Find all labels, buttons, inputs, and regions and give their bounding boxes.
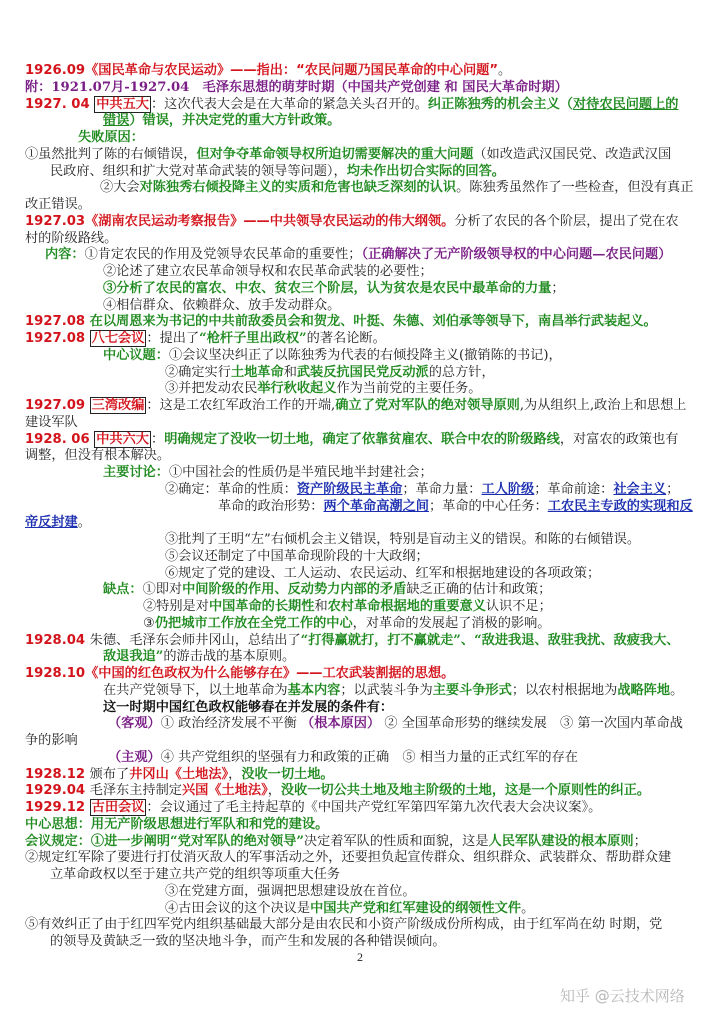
text-segment: ，对革命的发展起了消极的影响。 bbox=[352, 615, 551, 631]
text-line bbox=[0, 934, 720, 951]
text-segment: ； bbox=[633, 833, 647, 849]
text-line bbox=[0, 666, 720, 683]
watermark: 知乎 @云技术网络 bbox=[560, 987, 685, 1005]
text-segment: 的著名论断。 bbox=[306, 331, 386, 346]
text-segment: 确立了党对军队的绝对领导原则 bbox=[335, 398, 520, 413]
text-segment: 对陈独秀右倾投降主义的实质和危害也缺乏深刻的认识 bbox=[139, 180, 457, 196]
text-segment: 1927.03《湖南农民运动考察报告》——中共领导农民运动的伟大纲领。 bbox=[25, 213, 455, 229]
text-segment: 缺点： bbox=[103, 582, 143, 598]
text-line bbox=[0, 482, 720, 499]
text-line bbox=[0, 582, 720, 599]
text-segment: ，对富农的政策也有 bbox=[559, 431, 679, 447]
text-segment: 分析了农民的各个阶层，提出了党在农 bbox=[454, 213, 679, 229]
text-segment: ③在党建方面，强调把思想建设放在首位。 bbox=[165, 883, 416, 899]
text-segment: 缺乏正确的估计和政策； bbox=[406, 582, 552, 598]
text-line bbox=[0, 917, 720, 934]
text-segment: ②论述了建立农民革命领导权和农民革命武装的必要性； bbox=[103, 264, 433, 279]
text-segment: 农村革命根据地的重要意义 bbox=[327, 599, 486, 614]
text-segment: 颁布了 bbox=[89, 766, 130, 782]
text-segment: 举行秋收起义 bbox=[257, 381, 337, 397]
text-segment: 均未作出切合实际的回答。 bbox=[346, 163, 505, 179]
text-segment: ①中国社会的性质仍是半殖民地半封建社会； bbox=[168, 465, 433, 480]
text-segment: （如改造武汉国民党、改造武汉国 bbox=[473, 146, 672, 162]
text-segment: ）错误，并决定党的重大方针政策。 bbox=[129, 113, 341, 129]
text-line bbox=[0, 465, 720, 482]
text-segment: 村的阶级路线。 bbox=[25, 230, 118, 246]
text-segment: ；以武装斗争为 bbox=[340, 682, 433, 698]
text-segment: （正确解决了无产阶级领导权的中心问题—农民问题） bbox=[361, 247, 672, 263]
text-segment: ：这是工农红军政治工作的开端, bbox=[146, 398, 336, 413]
text-segment: ； bbox=[666, 481, 680, 497]
text-segment: ③分析了农民的富农、中农、贫农三个阶层，认为贫农是农民中最革命的力量 bbox=[103, 280, 552, 296]
text-line bbox=[0, 314, 720, 331]
text-line bbox=[0, 147, 720, 164]
text-line bbox=[0, 700, 720, 717]
text-segment: 1928.10《中国的红色政权为什么能够存在》——工农武装割据的思想。 bbox=[25, 666, 455, 681]
text-segment: ③批判了王明“左”右倾机会主义错误，特别是盲动主义的错误。和陈的右倾错误。 bbox=[165, 532, 641, 547]
text-line bbox=[0, 566, 720, 583]
text-line bbox=[0, 365, 720, 382]
text-segment: 1927.08 bbox=[25, 331, 90, 346]
text-segment: 主要斗争形式 bbox=[432, 682, 512, 698]
boxed-heading: 中共六大 bbox=[96, 431, 149, 447]
text-line bbox=[0, 499, 720, 516]
text-segment: 两个革命高潮之间 bbox=[323, 498, 429, 514]
text-segment: 1929.04 bbox=[25, 783, 90, 799]
text-segment: 武装反抗国民党反动派 bbox=[296, 364, 429, 380]
text-line bbox=[0, 532, 720, 549]
text-segment: “枪杆子里出政权” bbox=[199, 331, 307, 346]
text-line bbox=[0, 113, 720, 130]
text-segment: 错误 bbox=[103, 113, 130, 129]
text-segment: “打得赢就打，打不赢就走”、“敌进我退、敌驻我扰、敌疲我大、 bbox=[300, 632, 680, 648]
text-segment: 在以周恩来为书记的中共前敌委员会和贺龙、叶挺、朱德、刘伯承等领导下，南昌举行武装起义。 bbox=[89, 314, 657, 330]
text-segment: 会议规定：①进一步阐明“党对军队的绝对领导” bbox=[25, 833, 304, 849]
text-segment: 的游击战的基本原则。 bbox=[163, 649, 296, 665]
text-segment: 建设军队 bbox=[25, 414, 78, 430]
text-line bbox=[0, 884, 720, 901]
text-segment: ：这次代表大会是在大革命的紧急关头召开的。 bbox=[151, 96, 428, 112]
text-line bbox=[0, 817, 720, 834]
text-segment: 土地革命 bbox=[230, 364, 284, 380]
text-segment: 工人阶级 bbox=[481, 481, 535, 497]
text-segment: ④相信群众、依赖群众、放手发动群众。 bbox=[103, 297, 341, 313]
text-segment: 1926.09《国民革命与农民运动》——指出：“农民问题乃国民革命的中心问题” bbox=[25, 63, 499, 78]
text-line bbox=[0, 800, 720, 817]
text-segment: 中心思想：用无产阶级思想进行军队和和党的建设。 bbox=[25, 816, 329, 832]
text-line bbox=[0, 264, 720, 281]
text-line bbox=[0, 901, 720, 918]
text-line bbox=[0, 281, 720, 298]
text-line bbox=[0, 180, 720, 197]
text-segment: 和 bbox=[314, 599, 328, 614]
text-segment: （客观） bbox=[108, 716, 161, 732]
text-segment: ② 全国革命形势的继续发展 ③ 第一次国内革命战 bbox=[380, 716, 683, 732]
text-segment: 中心议题： bbox=[103, 347, 169, 363]
text-line bbox=[0, 63, 720, 80]
text-segment: 。 bbox=[521, 900, 535, 916]
text-line bbox=[0, 247, 720, 264]
text-line bbox=[0, 649, 720, 666]
text-segment: 人民军队建设的根本原则 bbox=[488, 833, 634, 849]
text-segment: 主要讨论： bbox=[103, 465, 169, 480]
text-segment: 工农民主专政的实现和反 bbox=[547, 498, 693, 514]
text-line bbox=[0, 80, 720, 97]
text-line bbox=[0, 549, 720, 566]
text-segment: ， bbox=[228, 766, 242, 782]
text-segment: ③并把发动农民 bbox=[165, 381, 258, 397]
text-segment: 在共产党领导下，以土地革命为 bbox=[103, 682, 288, 698]
text-segment: 内容： bbox=[45, 247, 85, 263]
text-segment: ；以农村根据地为 bbox=[511, 682, 618, 698]
text-segment: 。 bbox=[77, 515, 91, 531]
text-segment: 和 bbox=[283, 364, 297, 380]
text-line bbox=[0, 331, 720, 348]
text-segment: 1928.04 bbox=[25, 632, 90, 648]
text-segment: 认识不足； bbox=[485, 599, 552, 614]
text-segment: （主观） bbox=[108, 749, 161, 765]
text-line bbox=[0, 783, 720, 800]
text-segment: 失败原因： bbox=[78, 130, 144, 145]
text-line bbox=[0, 231, 720, 248]
text-line bbox=[0, 733, 720, 750]
text-segment: 井冈山《土地法》 bbox=[129, 766, 229, 782]
text-segment: ②特别是对 bbox=[143, 599, 209, 614]
text-segment: 调整，但没有根本解决。 bbox=[25, 448, 171, 464]
text-segment: 的总方针， bbox=[428, 364, 495, 380]
text-segment: 1929.12 bbox=[25, 800, 90, 815]
text-segment: ,为从组织上,政治上和思想上 bbox=[519, 398, 687, 413]
text-segment: ：会议通过了毛主持起草的《中国共产党红军第四军第九次代表大会决议案》。 bbox=[146, 800, 602, 815]
text-segment: 。陈独秀虽然作了一些检查，但没有真正 bbox=[456, 180, 694, 196]
boxed-heading: 三湾改编 bbox=[91, 398, 145, 413]
text-segment: 中间阶级的作用、反动势力内部的矛盾 bbox=[182, 582, 407, 598]
text-line bbox=[0, 867, 720, 884]
text-segment: 。 bbox=[670, 682, 684, 698]
text-segment: 决定着军队的性质和面貌，这是 bbox=[303, 833, 489, 849]
text-segment: 1928.12 bbox=[25, 766, 90, 782]
text-segment: ， bbox=[267, 783, 281, 799]
text-segment: 中国革命的长期性 bbox=[208, 599, 315, 614]
text-segment: ②规定红军除了要进行打仗消灭敌人的军事活动之外，还要担负起宣传群众、组织群众、武装群众、帮助群众建 bbox=[25, 850, 672, 866]
text-segment: 立革命政权以至于建立共产党的组织等项重大任务 bbox=[50, 867, 341, 882]
text-line bbox=[0, 767, 720, 784]
text-segment: 基本内容 bbox=[287, 682, 341, 698]
text-segment: 这一时期中国红色政权能够春在并发展的条件有： bbox=[103, 699, 394, 715]
text-line bbox=[0, 348, 720, 365]
text-segment: ①肯定农民的作用及党领导农民革命的重要性； bbox=[84, 247, 362, 263]
text-segment: 社会主义 bbox=[613, 481, 667, 497]
text-segment: 朱德、毛泽东会师井冈山，总结出了 bbox=[89, 632, 301, 648]
text-line bbox=[0, 197, 720, 214]
text-segment: 民政府、组织和扩大党对革命武装的领导等问题）， bbox=[50, 163, 347, 179]
text-line bbox=[0, 164, 720, 181]
text-segment: 作为当前党的主要任务。 bbox=[336, 381, 482, 397]
text-segment: 帝反封建 bbox=[25, 515, 78, 531]
text-line bbox=[0, 381, 720, 398]
text-segment: ① 政治经济发展不平衡 bbox=[160, 716, 302, 732]
text-segment: 附：1921.07月-1927.04 毛泽东思想的萌芽时期（中国共产党创建 和 国民大革命时期） bbox=[25, 79, 568, 95]
text-segment: ②确定实行 bbox=[165, 364, 231, 380]
text-segment: ④ 共产党组织的坚强有力和政策的正确 ⑤ 相当力量的正式红军的存在 bbox=[160, 749, 578, 765]
text-line bbox=[0, 415, 720, 432]
boxed-heading: 中共五大 bbox=[96, 96, 149, 112]
text-segment: ：提出了 bbox=[146, 331, 200, 346]
text-segment: 对待农民问题上的 bbox=[573, 96, 679, 112]
text-segment: 但对争夺革命领导权所迫切需要解决的重大问题 bbox=[196, 146, 474, 162]
text-segment: 。 bbox=[498, 63, 512, 78]
text-segment: 革命的政治形势： bbox=[218, 498, 324, 514]
text-segment: 明确规定了没收一切土地，确定了依靠贫雇农、联合中农的阶级路线 bbox=[164, 431, 560, 447]
text-segment: 改正错误。 bbox=[25, 197, 91, 212]
text-segment: 战略阵地 bbox=[617, 682, 671, 698]
text-line bbox=[0, 599, 720, 616]
text-segment: 1927. 04 bbox=[25, 96, 95, 112]
page-number: 2 bbox=[357, 950, 363, 964]
text-line bbox=[0, 515, 720, 532]
text-segment: 的领导及黄缺乏一致的坚决地斗争，而产生和发展的各种错误倾向。 bbox=[50, 934, 446, 949]
text-segment: （根本原因） bbox=[301, 716, 381, 732]
text-segment: 毛泽东主持制定 bbox=[89, 783, 182, 799]
text-line bbox=[0, 298, 720, 315]
text-segment: ①虽然批判了陈的右倾错误， bbox=[25, 146, 197, 162]
text-segment: 仍把城市工作放在全党工作的中心 bbox=[154, 615, 353, 631]
text-segment: 争的影响 bbox=[25, 733, 78, 748]
text-segment: ①会议坚决纠正了以陈独秀为代表的右倾投降主义(撤销陈的书记)， bbox=[168, 347, 562, 363]
text-segment: 兴国《土地法》 bbox=[181, 783, 268, 799]
text-segment: 1927.08 bbox=[25, 314, 90, 330]
text-line bbox=[0, 448, 720, 465]
text-segment: ⑤会议还制定了中国革命现阶段的十大政纲； bbox=[165, 548, 429, 564]
text-segment: ③ bbox=[143, 615, 155, 631]
text-segment: ⑤有效纠正了由于红四军党内组织基础最大部分是由农民和小资产阶级成份所构成，由于红军尚在幼 时期，党 bbox=[25, 917, 663, 933]
text-segment: ②大会 bbox=[100, 180, 140, 196]
boxed-heading: 古田会议 bbox=[91, 800, 145, 815]
text-segment: ①即对 bbox=[142, 582, 183, 598]
text-line bbox=[0, 716, 720, 733]
text-line bbox=[0, 432, 720, 449]
boxed-heading: 八七会议 bbox=[91, 331, 145, 346]
text-line bbox=[0, 633, 720, 650]
text-segment: ②确定：革命的性质： bbox=[165, 481, 297, 497]
text-segment: 中国共产党和红军建设的纲领性文件 bbox=[310, 900, 522, 916]
text-segment: 没收一切土地。 bbox=[241, 766, 334, 782]
text-segment: ；革命前途： bbox=[534, 481, 614, 497]
document-page bbox=[0, 63, 720, 951]
text-segment: 资产阶级民主革命 bbox=[296, 481, 403, 497]
text-segment: ； bbox=[551, 280, 565, 296]
text-segment: ⑥规定了党的建设、工人运动、农民运动、红军和根据地建设的各项政策； bbox=[165, 565, 601, 581]
text-segment: ④古田会议的这个决议是 bbox=[165, 900, 311, 916]
text-line bbox=[0, 130, 720, 147]
text-segment: ： bbox=[151, 431, 165, 447]
text-line bbox=[0, 398, 720, 415]
text-segment: ；革命力量： bbox=[402, 481, 482, 497]
text-line bbox=[0, 683, 720, 700]
text-segment: 纠正陈独秀的机会主义（ bbox=[427, 96, 573, 112]
text-line bbox=[0, 834, 720, 851]
text-segment: 1927.09 bbox=[25, 398, 90, 413]
text-segment: 敌退我追” bbox=[103, 649, 164, 665]
text-line bbox=[0, 750, 720, 767]
text-segment: 没收一切公共土地及地主阶级的土地，这是一个原则性的纠正。 bbox=[280, 783, 651, 799]
text-line bbox=[0, 97, 720, 114]
text-line bbox=[0, 850, 720, 867]
text-line bbox=[0, 616, 720, 633]
text-line bbox=[0, 214, 720, 231]
text-segment: ；革命的中心任务： bbox=[429, 498, 548, 514]
text-segment: 1928. 06 bbox=[25, 431, 95, 447]
